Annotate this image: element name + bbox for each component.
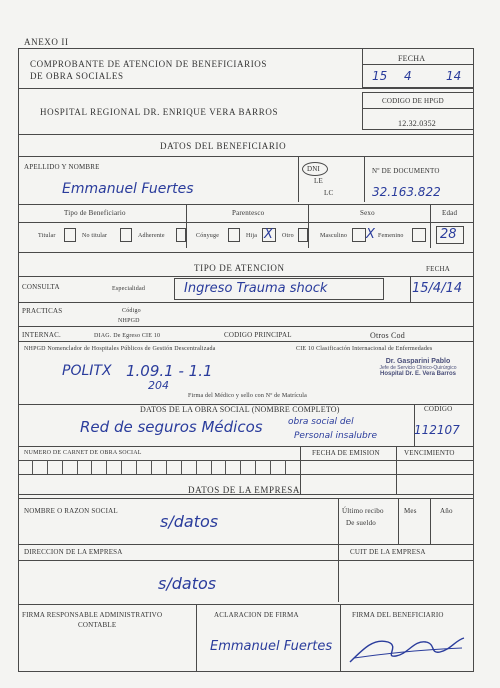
obra-social-codigo-value: 112107 — [414, 423, 460, 437]
fecha-emision-label: FECHA DE EMISION — [312, 449, 380, 457]
hospital-name: HOSPITAL REGIONAL DR. ENRIQUE VERA BARROS — [40, 107, 279, 117]
opt-masculino[interactable]: Masculino — [320, 233, 348, 239]
codigo-principal-sub: 204 — [148, 379, 169, 392]
sexo-label: Sexo — [360, 209, 375, 217]
aclaracion-label: ACLARACION DE FIRMA — [214, 611, 299, 619]
direccion-label: DIRECCION DE LA EMPRESA — [24, 548, 123, 556]
firma-medico-label: Firma del Médico y sello con Nº de Matrícula — [188, 393, 307, 399]
obra-social-note2: Personal insalubre — [294, 431, 378, 441]
section-obra-social: DATOS DE LA OBRA SOCIAL (NOMBRE COMPLETO) — [140, 405, 340, 414]
especialidad-label: Especialidad — [112, 286, 146, 292]
fecha-day: 15 — [372, 69, 388, 83]
razon-social-value: s/datos — [160, 512, 219, 531]
codigo-principal-label: CODIGO PRINCIPAL — [224, 331, 292, 339]
carnet-digit-cells — [18, 460, 300, 474]
anio-label: Año — [440, 507, 453, 515]
tipo-beneficiario-label: Tipo de Beneficiario — [64, 209, 126, 217]
apellido-label: APELLIDO Y NOMBRE — [24, 163, 100, 171]
section-beneficiario: DATOS DEL BENEFICIARIO — [160, 141, 287, 151]
vencimiento-label: VENCIMIENTO — [404, 449, 455, 457]
le-label: LE — [314, 177, 323, 185]
mes-label: Mes — [404, 507, 417, 515]
edad-value: 28 — [440, 227, 457, 242]
opt-hija[interactable]: Hija — [246, 233, 258, 239]
obra-social-note1: obra social del — [288, 417, 354, 427]
consulta-label: CONSULTA — [22, 283, 60, 291]
firma-responsable-line2: CONTABLE — [78, 621, 117, 629]
atencion-fecha-value: 15/4/14 — [412, 281, 463, 296]
nro-doc-label: Nº DE DOCUMENTO — [372, 167, 440, 175]
opt-femenino[interactable]: Femenino — [378, 233, 404, 239]
obra-social-nombre: Red de seguros Médicos — [80, 418, 263, 436]
opt-no-titular[interactable]: No titular — [82, 233, 108, 239]
doctor-stamp: Dr. Gasparini Pablo Jefe de Servicio Clínico-Quirúrgico Hospital Dr. E. Vera Barros — [379, 358, 457, 377]
beneficiary-signature — [344, 628, 470, 668]
diag-egreso-label: DIAG. De Egreso CIE 10 — [94, 333, 161, 339]
opt-titular[interactable]: Titular — [38, 233, 56, 239]
section-empresa: DATOS DE LA EMPRESA — [188, 485, 300, 495]
nota-cie: CIE 10 Clasificación Internacional de Enfermedades — [296, 346, 433, 352]
fecha-year: 14 — [446, 69, 462, 83]
parentesco-label: Parentesco — [232, 209, 265, 217]
firma-beneficiario-label: FIRMA DEL BENEFICIARIO — [352, 611, 444, 619]
practicas-label: PRACTICAS — [22, 307, 63, 315]
codigo-principal-value: 1.09.1 - 1.1 — [126, 362, 213, 380]
nhpgd-label: NHPGD — [118, 318, 140, 324]
aclaracion-value: Emmanuel Fuertes — [210, 639, 333, 654]
nro-doc-value: 32.163.822 — [372, 185, 441, 199]
ultimo-recibo-label: Último recibo — [342, 507, 384, 515]
fecha-month: 4 — [404, 69, 412, 83]
form-title-line2: DE OBRA SOCIALES — [30, 71, 124, 81]
razon-social-label: NOMBRE O RAZON SOCIAL — [24, 507, 118, 515]
form-title-line1: COMPROBANTE DE ATENCION DE BENEFICIARIOS — [30, 59, 268, 69]
codigo-label: Código — [122, 308, 141, 314]
lc-label: LC — [324, 189, 334, 197]
annex-label: ANEXO II — [24, 37, 69, 47]
opt-adherente[interactable]: Adherente — [138, 233, 165, 239]
section-tipo-atencion: TIPO DE ATENCION — [194, 263, 285, 273]
codigo-hpgd-label: CODIGO DE HPGD — [382, 97, 444, 105]
especialidad-value: Ingreso Trauma shock — [184, 281, 328, 296]
internac-label: INTERNAC. — [22, 331, 61, 339]
dni-label: DNI — [307, 165, 321, 173]
mark-femenino: X — [366, 227, 375, 242]
cuit-label: CUIT DE LA EMPRESA — [350, 548, 426, 556]
firma-responsable-line1: FIRMA RESPONSABLE ADMINISTRATIVO — [22, 611, 163, 619]
fecha-header-label: FECHA — [398, 54, 426, 63]
carnet-label: NUMERO DE CARNET DE OBRA SOCIAL — [24, 450, 142, 456]
otros-cod-label: Otros Cod — [370, 331, 405, 340]
opt-otro[interactable]: Otro — [282, 233, 294, 239]
edad-label: Edad — [442, 209, 458, 217]
atencion-fecha-label: FECHA — [426, 265, 450, 273]
diag-value: POLITX — [62, 363, 112, 379]
codigo-hpgd-value: 12.32.0352 — [398, 119, 436, 128]
direccion-value: s/datos — [158, 574, 217, 593]
mark-hija: X — [264, 227, 273, 242]
opt-conyuge[interactable]: Cónyuge — [196, 233, 220, 239]
apellido-value: Emmanuel Fuertes — [62, 181, 194, 197]
obra-social-codigo-label: CODIGO — [424, 405, 453, 413]
nota-nhpgd: NHPGD Nomenclador de Hospitales Públicos de Gestión Descentralizada — [24, 346, 216, 352]
de-sueldo-label: De sueldo — [346, 519, 376, 527]
